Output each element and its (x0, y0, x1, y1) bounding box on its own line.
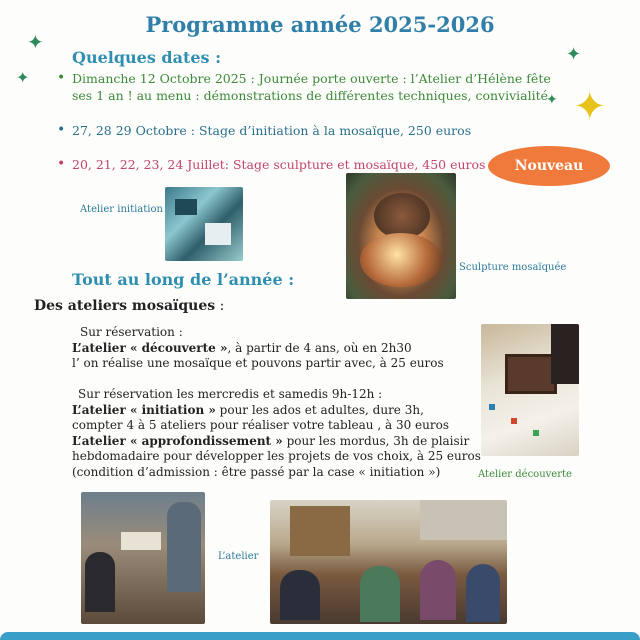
ateliers-heading: Des ateliers mosaïques : (34, 298, 225, 314)
caption-atelier-initiation: Atelier initiation (80, 204, 163, 215)
atelier-decouverte-block: Sur réservation : L’atelier « découverte », à partir de 4 ans, où en 2h30 l’ on réalise une mosaïque et pouvons partir avec, à 25 euros (72, 325, 444, 370)
nouveau-badge: Nouveau (488, 146, 610, 186)
sparkle-icon: ✦ (546, 92, 558, 108)
year-heading: Tout au long de l’année : (72, 270, 295, 289)
footer-bar (0, 632, 640, 640)
photo-atelier-decouverte (481, 324, 579, 456)
photo-atelier-group-left (81, 492, 205, 624)
photo-atelier-initiation (165, 187, 243, 261)
bullet-icon: • (57, 70, 66, 86)
atelier-initiation-block: Sur réservation les mercredis et samedis 9h-12h : L’atelier « initiation » pour les ados et adultes, dure 3h, compter 4 à 5 ateliers pour réaliser votre tableau , à 30 euros L’atelier « approfondissement » pour les mordus, 3h de plaisir hebdomadaire pour développer les projets de vos choix, à 25 euros (condition d’admission : être passé par la case « initiation ») (72, 387, 481, 479)
event-item: • 27, 28 29 Octobre : Stage d’initiation à la mosaïque, 250 euros (57, 122, 472, 138)
sparkle-icon: ✦ (573, 84, 607, 130)
bullet-icon: • (57, 122, 66, 138)
dates-heading: Quelques dates : (72, 48, 222, 67)
photo-atelier-group-right (270, 500, 507, 624)
sparkle-icon: ✦ (566, 44, 582, 65)
sparkle-icon: ✦ (27, 30, 44, 54)
event-item: • Dimanche 12 Octobre 2025 : Journée porte ouverte : l’Atelier d’Hélène fête ses 1 an ! au menu : démonstrations de différentes techniques, convivialité (57, 70, 551, 103)
event-item: • 20, 21, 22, 23, 24 Juillet: Stage sculpture et mosaïque, 450 euros (57, 156, 486, 172)
page-title: Programme année 2025-2026 (145, 12, 495, 37)
caption-sculpture: Sculpture mosaïquée (459, 262, 567, 273)
caption-atelier-decouverte: Atelier découverte (478, 469, 572, 480)
bullet-icon: • (57, 156, 66, 172)
photo-sculpture (346, 173, 456, 299)
sparkle-icon: ✦ (16, 68, 30, 87)
caption-atelier: L’atelier (218, 551, 259, 562)
